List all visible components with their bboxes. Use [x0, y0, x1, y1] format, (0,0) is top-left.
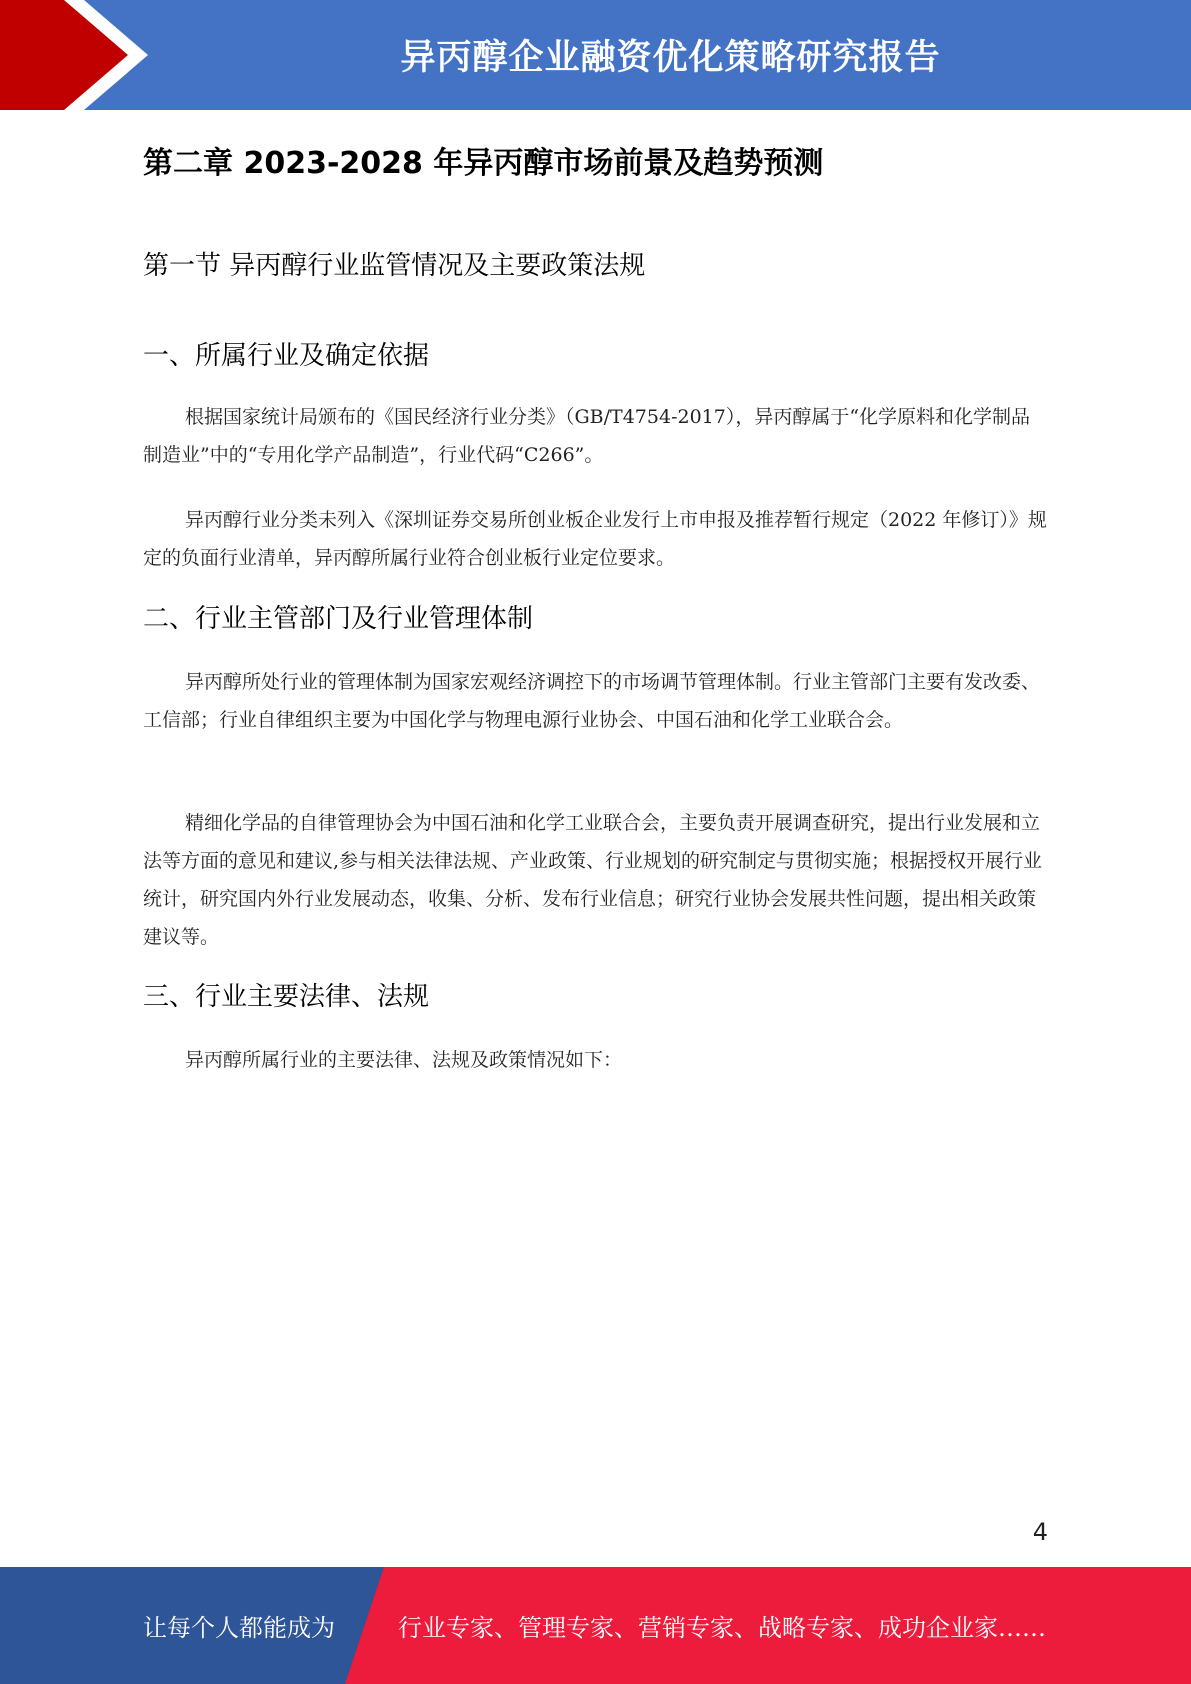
heading-management-system: 二、行业主管部门及行业管理体制: [143, 604, 534, 634]
page-number: 4: [1032, 1518, 1048, 1546]
footer-slogan-left: 让每个人都能成为: [143, 1614, 335, 1642]
chapter-title: 第二章 2023-2028 年异丙醇市场前景及趋势预测: [143, 146, 824, 181]
paragraph: 根据国家统计局颁布的《国民经济行业分类》（GB/T4754-2017），异丙醇属于“化学原料和化学制品制造业”中的“专用化学产品制造”，行业代码“C266”。: [143, 406, 1031, 466]
section-title: 第一节 异丙醇行业监管情况及主要政策法规: [143, 251, 646, 281]
report-title: 异丙醇企业融资优化策略研究报告: [400, 38, 941, 78]
heading-industry-classification: 一、所属行业及确定依据: [143, 341, 430, 371]
heading-laws-regulations: 三、行业主要法律、法规: [143, 982, 430, 1012]
page-header: [0, 0, 1191, 110]
paragraph: 异丙醇所属行业的主要法律、法规及政策情况如下：: [185, 1049, 623, 1071]
header-chevron-decoration: [0, 0, 160, 110]
page-footer: [0, 1567, 1191, 1684]
paragraph: 异丙醇行业分类未列入《深圳证券交易所创业板企业发行上市申报及推荐暂行规定（2022 年修订）》规定的负面行业清单，异丙醇所属行业符合创业板行业定位要求。: [143, 509, 1047, 569]
paragraph: 精细化学品的自律管理协会为中国石油和化学工业联合会，主要负责开展调查研究，提出行业发展和立法等方面的意见和建议,参与相关法律法规、产业政策、行业规划的研究制定与贯彻实施；根据授权开展行业统计，研究国内外行业发展动态，收集、分析、发布行业信息；研究行业协会发展共性问题，提出相关政策建议等。: [143, 812, 1043, 948]
footer-slogan-right: 行业专家、管理专家、营销专家、战略专家、成功企业家……: [398, 1614, 1046, 1642]
paragraph: 异丙醇所处行业的管理体制为国家宏观经济调控下的市场调节管理体制。行业主管部门主要有发改委、工信部；行业自律组织主要为中国化学与物理电源行业协会、中国石油和化学工业联合会。: [143, 671, 1041, 731]
